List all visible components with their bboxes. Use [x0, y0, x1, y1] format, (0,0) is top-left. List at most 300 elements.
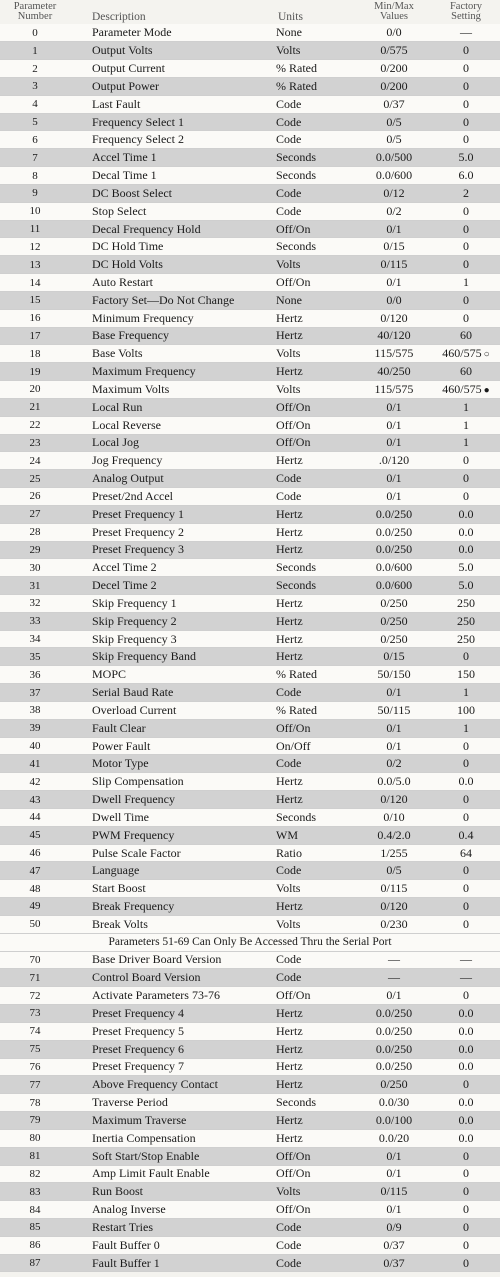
cell-minmax: 0/5	[356, 862, 432, 880]
cell-description: Traverse Period	[70, 1094, 276, 1112]
table-row	[0, 898, 500, 916]
cell-number: 10	[0, 202, 70, 220]
cell-description: Decel Time 2	[70, 577, 276, 595]
cell-number: 72	[0, 987, 70, 1005]
cell-units: Off/On	[276, 416, 356, 434]
cell-minmax: 0/115	[356, 1183, 432, 1201]
cell-factory: 250	[432, 630, 500, 648]
cell-description: Skip Frequency 2	[70, 612, 276, 630]
cell-minmax: 0.0/600	[356, 559, 432, 577]
table-row	[0, 1236, 500, 1254]
cell-description: Output Power	[70, 77, 276, 95]
cell-factory: 0	[432, 95, 500, 113]
cell-description: Decal Frequency Hold	[70, 220, 276, 238]
cell-minmax: 0/5	[356, 113, 432, 131]
cell-number: 29	[0, 541, 70, 559]
cell-units: % Rated	[276, 60, 356, 78]
cell-description: Serial Baud Rate	[70, 684, 276, 702]
cell-minmax: 50/150	[356, 666, 432, 684]
cell-minmax: 0/15	[356, 648, 432, 666]
cell-factory: 1	[432, 416, 500, 434]
cell-factory: 0	[432, 452, 500, 470]
cell-minmax: 0/0	[356, 24, 432, 42]
cell-minmax: 0/1	[356, 416, 432, 434]
cell-factory: 0	[432, 880, 500, 898]
cell-units: WM	[276, 826, 356, 844]
table-row	[0, 969, 500, 987]
cell-minmax: 0.0/250	[356, 505, 432, 523]
cell-description: Skip Frequency Band	[70, 648, 276, 666]
cell-number: 83	[0, 1183, 70, 1201]
cell-factory: 0	[432, 737, 500, 755]
table-row	[0, 398, 500, 416]
cell-units: Hertz	[276, 1112, 356, 1130]
cell-description: Local Run	[70, 398, 276, 416]
cell-units: Code	[276, 951, 356, 969]
cell-units: Hertz	[276, 648, 356, 666]
cell-factory: 5.0	[432, 559, 500, 577]
cell-factory: 0	[432, 256, 500, 274]
table-row	[0, 880, 500, 898]
cell-units: Off/On	[276, 274, 356, 292]
cell-number: 41	[0, 755, 70, 773]
cell-minmax: 0/5	[356, 131, 432, 149]
cell-factory: 0	[432, 131, 500, 149]
table-row	[0, 291, 500, 309]
table-row	[0, 791, 500, 809]
cell-number: 3	[0, 77, 70, 95]
cell-units: Ratio	[276, 844, 356, 862]
cell-description: Accel Time 1	[70, 149, 276, 167]
cell-number: 4	[0, 95, 70, 113]
cell-description: Preset Frequency 4	[70, 1005, 276, 1023]
cell-description: Activate Parameters 73-76	[70, 987, 276, 1005]
cell-number: 11	[0, 220, 70, 238]
cell-number: 9	[0, 184, 70, 202]
table-row	[0, 470, 500, 488]
cell-units: Volts	[276, 1183, 356, 1201]
cell-units: Off/On	[276, 434, 356, 452]
table-row	[0, 595, 500, 613]
cell-factory: 0	[432, 1165, 500, 1183]
table-row	[0, 60, 500, 78]
cell-units: Hertz	[276, 363, 356, 381]
cell-description: Stop Select	[70, 202, 276, 220]
cell-units: Seconds	[276, 1094, 356, 1112]
cell-units: Code	[276, 95, 356, 113]
cell-units: Hertz	[276, 1040, 356, 1058]
cell-description: Preset Frequency 3	[70, 541, 276, 559]
table-row	[0, 363, 500, 381]
cell-description: Control Board Version	[70, 969, 276, 987]
cell-factory: 1	[432, 274, 500, 292]
cell-minmax: 0.0/5.0	[356, 773, 432, 791]
cell-factory: 0	[432, 77, 500, 95]
table-row	[0, 987, 500, 1005]
cell-number: 31	[0, 577, 70, 595]
cell-number: 85	[0, 1218, 70, 1236]
cell-units: Code	[276, 184, 356, 202]
table-row	[0, 1005, 500, 1023]
cell-description: Local Reverse	[70, 416, 276, 434]
cell-factory: 0	[432, 113, 500, 131]
cell-units: % Rated	[276, 77, 356, 95]
cell-description: Preset Frequency 2	[70, 523, 276, 541]
cell-factory: —	[432, 951, 500, 969]
cell-number: 42	[0, 773, 70, 791]
cell-factory: 0	[432, 862, 500, 880]
cell-minmax: 0/230	[356, 915, 432, 933]
table-row	[0, 1129, 500, 1147]
cell-factory: 0	[432, 915, 500, 933]
cell-factory: 1	[432, 398, 500, 416]
cell-units: Code	[276, 113, 356, 131]
cell-description: Overload Current	[70, 701, 276, 719]
table-row	[0, 256, 500, 274]
table-row	[0, 612, 500, 630]
cell-number: 78	[0, 1094, 70, 1112]
cell-description: Fault Buffer 0	[70, 1236, 276, 1254]
cell-description: Jog Frequency	[70, 452, 276, 470]
cell-factory: 0.0	[432, 1129, 500, 1147]
cell-units: Code	[276, 202, 356, 220]
cell-factory: 250	[432, 595, 500, 613]
cell-factory: 60	[432, 363, 500, 381]
cell-minmax: 0/2	[356, 202, 432, 220]
cell-factory: 0.0	[432, 541, 500, 559]
cell-description: Last Fault	[70, 95, 276, 113]
cell-minmax: 0/12	[356, 184, 432, 202]
table-row	[0, 274, 500, 292]
header-number: Parameter Number	[0, 0, 70, 24]
cell-minmax: 0.0/250	[356, 1058, 432, 1076]
cell-minmax: 1/255	[356, 844, 432, 862]
cell-number: 0	[0, 24, 70, 42]
table-row	[0, 42, 500, 60]
cell-factory: 0.0	[432, 1094, 500, 1112]
table-row	[0, 238, 500, 256]
table-row	[0, 701, 500, 719]
cell-factory: 0.0	[432, 1112, 500, 1130]
cell-minmax: —	[356, 951, 432, 969]
cell-factory: 0.0	[432, 1005, 500, 1023]
cell-number: 40	[0, 737, 70, 755]
cell-number: 48	[0, 880, 70, 898]
cell-factory: 1	[432, 684, 500, 702]
cell-description: Run Boost	[70, 1183, 276, 1201]
cell-units: Hertz	[276, 630, 356, 648]
cell-description: Dwell Time	[70, 808, 276, 826]
footnote-mark-icon: ○	[483, 349, 490, 361]
table-header	[0, 0, 500, 24]
cell-minmax: 0/1	[356, 737, 432, 755]
cell-number: 86	[0, 1236, 70, 1254]
cell-minmax: 0/250	[356, 630, 432, 648]
header-units: Units	[276, 0, 356, 24]
table-row	[0, 1165, 500, 1183]
cell-minmax: 0/9	[356, 1218, 432, 1236]
table-row	[0, 773, 500, 791]
cell-units: Hertz	[276, 595, 356, 613]
cell-description: Language	[70, 862, 276, 880]
cell-minmax: 0.0/250	[356, 1005, 432, 1023]
cell-units: Hertz	[276, 1022, 356, 1040]
table-row	[0, 131, 500, 149]
table-row	[0, 505, 500, 523]
cell-description: DC Hold Volts	[70, 256, 276, 274]
cell-factory	[432, 345, 500, 363]
cell-number: 18	[0, 345, 70, 363]
table-row	[0, 630, 500, 648]
table-row	[0, 684, 500, 702]
cell-units: Volts	[276, 880, 356, 898]
cell-number: 35	[0, 648, 70, 666]
cell-number: 24	[0, 452, 70, 470]
cell-minmax: 0/250	[356, 612, 432, 630]
cell-number: 73	[0, 1005, 70, 1023]
table-row	[0, 808, 500, 826]
cell-factory: 64	[432, 844, 500, 862]
cell-factory: 0	[432, 291, 500, 309]
cell-minmax: 50/115	[356, 701, 432, 719]
cell-number: 19	[0, 363, 70, 381]
cell-number: 12	[0, 238, 70, 256]
table-row	[0, 826, 500, 844]
cell-number: 74	[0, 1022, 70, 1040]
cell-description: Accel Time 2	[70, 559, 276, 577]
cell-number: 16	[0, 309, 70, 327]
cell-description: Inertia Compensation	[70, 1129, 276, 1147]
cell-factory: 1	[432, 434, 500, 452]
cell-units: Off/On	[276, 719, 356, 737]
cell-number: 44	[0, 808, 70, 826]
table-row	[0, 488, 500, 506]
table-row	[0, 416, 500, 434]
cell-units: None	[276, 24, 356, 42]
cell-units: Hertz	[276, 773, 356, 791]
cell-minmax: 0/37	[356, 95, 432, 113]
cell-minmax: 0.0/600	[356, 167, 432, 185]
cell-description: Output Volts	[70, 42, 276, 60]
cell-number: 22	[0, 416, 70, 434]
cell-number: 84	[0, 1201, 70, 1219]
cell-description: Start Boost	[70, 880, 276, 898]
cell-description: Analog Output	[70, 470, 276, 488]
cell-units: Code	[276, 1254, 356, 1272]
cell-units: Hertz	[276, 541, 356, 559]
cell-description: Preset Frequency 5	[70, 1022, 276, 1040]
table-row	[0, 95, 500, 113]
cell-description: Base Driver Board Version	[70, 951, 276, 969]
cell-units: Hertz	[276, 1129, 356, 1147]
cell-units: Seconds	[276, 149, 356, 167]
cell-units: Off/On	[276, 1147, 356, 1165]
cell-description: Fault Clear	[70, 719, 276, 737]
cell-number: 81	[0, 1147, 70, 1165]
cell-minmax: 115/575	[356, 381, 432, 399]
cell-factory: 0.0	[432, 523, 500, 541]
cell-number: 75	[0, 1040, 70, 1058]
cell-factory: —	[432, 24, 500, 42]
cell-number: 17	[0, 327, 70, 345]
cell-description: Preset Frequency 6	[70, 1040, 276, 1058]
cell-units: Hertz	[276, 327, 356, 345]
header-factory-setting: Factory Setting	[432, 0, 500, 24]
cell-description: Auto Restart	[70, 274, 276, 292]
cell-factory: 1	[432, 719, 500, 737]
cell-units: % Rated	[276, 701, 356, 719]
cell-minmax: 0/15	[356, 238, 432, 256]
cell-description: Restart Tries	[70, 1218, 276, 1236]
cell-units: Code	[276, 862, 356, 880]
cell-factory: 0	[432, 42, 500, 60]
cell-minmax: 0/10	[356, 808, 432, 826]
cell-minmax: 0/1	[356, 1147, 432, 1165]
cell-minmax: 0.0/250	[356, 1040, 432, 1058]
table-row	[0, 184, 500, 202]
cell-minmax: 40/120	[356, 327, 432, 345]
cell-units: Volts	[276, 256, 356, 274]
cell-description: Local Jog	[70, 434, 276, 452]
cell-description: Motor Type	[70, 755, 276, 773]
table-row	[0, 220, 500, 238]
cell-number: 5	[0, 113, 70, 131]
table-row	[0, 862, 500, 880]
cell-factory: 0	[432, 1254, 500, 1272]
table-row	[0, 666, 500, 684]
cell-description: DC Boost Select	[70, 184, 276, 202]
cell-factory: 2	[432, 184, 500, 202]
table-row	[0, 327, 500, 345]
cell-description: Base Volts	[70, 345, 276, 363]
table-row	[0, 1183, 500, 1201]
table-row	[0, 541, 500, 559]
cell-factory: 0.0	[432, 505, 500, 523]
cell-minmax: 0/1	[356, 719, 432, 737]
cell-factory	[432, 381, 500, 399]
cell-number: 2	[0, 60, 70, 78]
cell-description: Minimum Frequency	[70, 309, 276, 327]
cell-factory: 0	[432, 60, 500, 78]
cell-description: Skip Frequency 3	[70, 630, 276, 648]
cell-units: Hertz	[276, 612, 356, 630]
cell-description: Maximum Volts	[70, 381, 276, 399]
cell-units: Code	[276, 969, 356, 987]
cell-number: 79	[0, 1112, 70, 1130]
cell-minmax: 0/2	[356, 755, 432, 773]
table-row	[0, 1058, 500, 1076]
cell-factory: 0	[432, 808, 500, 826]
cell-units: Seconds	[276, 167, 356, 185]
cell-units: Hertz	[276, 898, 356, 916]
cell-number: 46	[0, 844, 70, 862]
table-row	[0, 1147, 500, 1165]
table-row	[0, 113, 500, 131]
cell-minmax: 0/1	[356, 274, 432, 292]
cell-factory: 5.0	[432, 577, 500, 595]
cell-minmax: 0/115	[356, 256, 432, 274]
cell-minmax: 0/250	[356, 1076, 432, 1094]
cell-units: Code	[276, 488, 356, 506]
cell-description: Slip Compensation	[70, 773, 276, 791]
cell-factory: 0	[432, 1147, 500, 1165]
footnote-mark-icon: ●	[483, 384, 490, 396]
cell-units: None	[276, 291, 356, 309]
table-row	[0, 1254, 500, 1272]
cell-units: Hertz	[276, 309, 356, 327]
cell-factory: 0	[432, 1218, 500, 1236]
cell-units: Off/On	[276, 987, 356, 1005]
cell-description: Factory Set—Do Not Change	[70, 291, 276, 309]
table-row	[0, 1201, 500, 1219]
serial-port-note: Parameters 51-69 Can Only Be Accessed Thru the Serial Port	[0, 933, 500, 951]
cell-units: Off/On	[276, 220, 356, 238]
cell-factory: 0	[432, 1076, 500, 1094]
cell-minmax: 0/1	[356, 684, 432, 702]
cell-minmax: 0.0/250	[356, 1022, 432, 1040]
cell-number: 76	[0, 1058, 70, 1076]
serial-port-note-row	[0, 933, 500, 951]
cell-minmax: 0.4/2.0	[356, 826, 432, 844]
table-row	[0, 1218, 500, 1236]
cell-number: 87	[0, 1254, 70, 1272]
cell-number: 38	[0, 701, 70, 719]
cell-minmax: 0/200	[356, 77, 432, 95]
cell-number: 26	[0, 488, 70, 506]
cell-factory: 150	[432, 666, 500, 684]
cell-description: Dwell Frequency	[70, 791, 276, 809]
cell-units: Off/On	[276, 398, 356, 416]
cell-number: 39	[0, 719, 70, 737]
cell-number: 43	[0, 791, 70, 809]
cell-minmax: 40/250	[356, 363, 432, 381]
table-row	[0, 309, 500, 327]
table-row	[0, 577, 500, 595]
cell-minmax: —	[356, 969, 432, 987]
cell-number: 6	[0, 131, 70, 149]
cell-units: Hertz	[276, 1058, 356, 1076]
cell-minmax: 0/0	[356, 291, 432, 309]
table-row	[0, 915, 500, 933]
cell-description: Parameter Mode	[70, 24, 276, 42]
cell-factory: 0	[432, 238, 500, 256]
table-row	[0, 719, 500, 737]
cell-units: Code	[276, 470, 356, 488]
cell-minmax: 0/1	[356, 220, 432, 238]
cell-description: Preset Frequency 1	[70, 505, 276, 523]
table-row	[0, 648, 500, 666]
cell-minmax: 0/37	[356, 1254, 432, 1272]
table-row	[0, 345, 500, 363]
cell-factory: 250	[432, 612, 500, 630]
cell-number: 77	[0, 1076, 70, 1094]
table-row	[0, 77, 500, 95]
table-row	[0, 737, 500, 755]
cell-factory: 0	[432, 1201, 500, 1219]
cell-factory: 0.0	[432, 1040, 500, 1058]
cell-units: Code	[276, 1236, 356, 1254]
cell-description: Base Frequency	[70, 327, 276, 345]
cell-description: Preset Frequency 7	[70, 1058, 276, 1076]
cell-description: Above Frequency Contact	[70, 1076, 276, 1094]
cell-number: 36	[0, 666, 70, 684]
cell-minmax: 0.0/30	[356, 1094, 432, 1112]
table-row	[0, 434, 500, 452]
cell-units: Off/On	[276, 1201, 356, 1219]
cell-description: Break Volts	[70, 915, 276, 933]
cell-factory: 0	[432, 470, 500, 488]
cell-description: Break Frequency	[70, 898, 276, 916]
